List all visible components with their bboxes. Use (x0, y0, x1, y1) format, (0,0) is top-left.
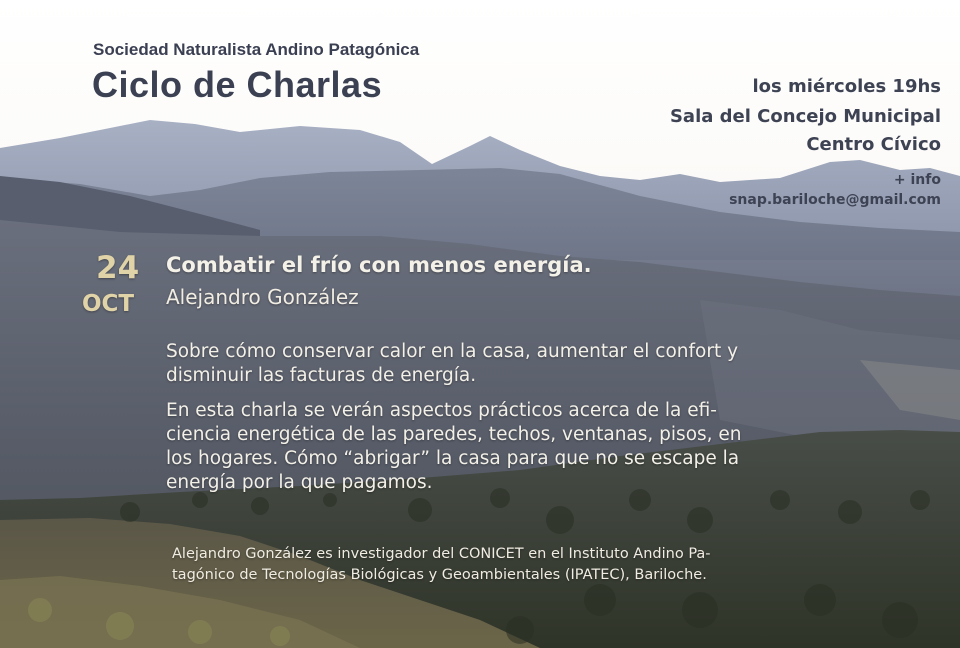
description-line: En esta charla se verán aspectos prácticos acerca de la efi- (166, 400, 717, 421)
schedule-text: los miércoles 19hs (752, 76, 941, 97)
location-text: Centro Cívico (806, 134, 941, 155)
event-month: OCT (82, 291, 135, 317)
contact-email[interactable]: snap.bariloche@gmail.com (729, 192, 941, 208)
talk-summary (166, 340, 738, 388)
bio-line: Alejandro González es investigador del CONICET en el Instituto Andino Pa- (172, 546, 711, 562)
event-day: 24 (96, 250, 140, 286)
talk-title: Combatir el frío con menos energía. (166, 253, 592, 277)
summary-line: Sobre cómo conservar calor en la casa, aumentar el confort y (166, 341, 739, 362)
bio-line: tagónico de Tecnologías Biológicas y Geoambientales (IPATEC), Bariloche. (172, 567, 707, 583)
organization-name: Sociedad Naturalista Andino Patagónica (93, 40, 420, 59)
series-title: Ciclo de Charlas (92, 64, 383, 105)
description-line: ciencia energética de las paredes, techos, ventanas, pisos, en (166, 424, 742, 445)
description-line: energía por la que pagamos. (166, 472, 433, 493)
talk-description (166, 399, 742, 495)
description-line: los hogares. Cómo “abrigar” la casa para que no se escape la (166, 448, 740, 469)
more-info-label: + info (893, 172, 941, 188)
summary-line: disminuir las facturas de energía. (166, 365, 477, 386)
speaker-bio (172, 544, 711, 586)
venue-text: Sala del Concejo Municipal (669, 106, 941, 127)
speaker-name: Alejandro González (166, 285, 359, 309)
